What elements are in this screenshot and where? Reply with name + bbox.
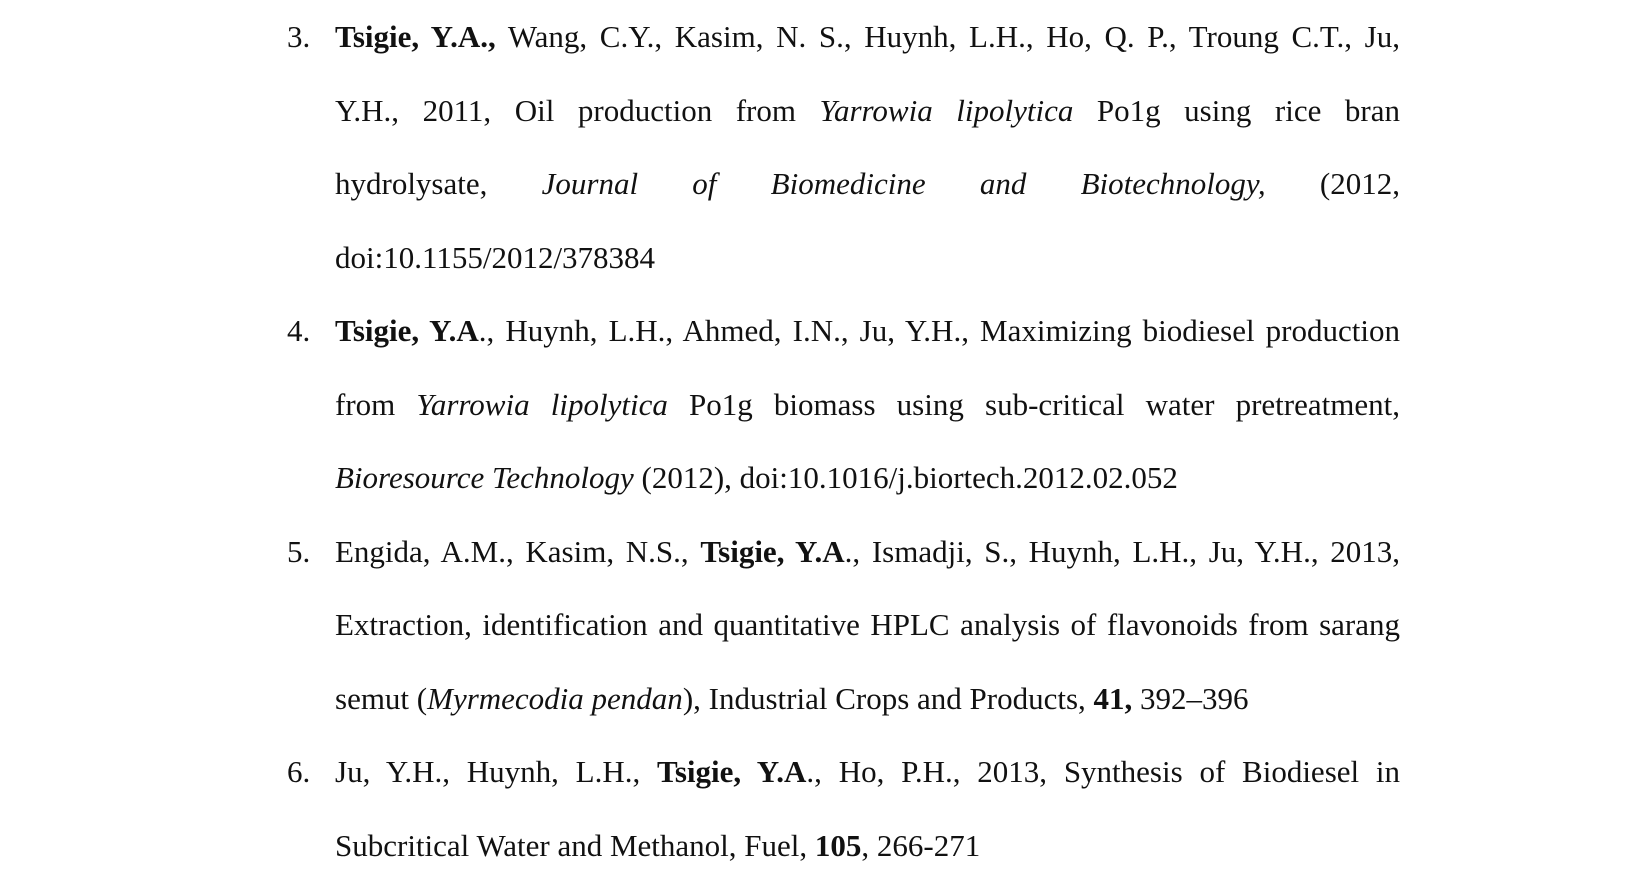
reference-number: 6.: [287, 754, 311, 789]
volume-number: 105: [814, 827, 862, 863]
reference-text: ., Huynh, L.H., Ahmed, I.N., Ju, Y.H., Maximizing biodiesel production from: [335, 313, 1400, 422]
species-name: Yarrowia lipolytica: [416, 386, 668, 422]
reference-text: Ju, Y.H., Huynh, L.H.,: [335, 754, 657, 789]
reference-item-6: [287, 735, 1400, 882]
reference-number: 5.: [287, 533, 311, 569]
reference-text: Wang, C.Y., Kasim, N. S., Huynh, L.H., Ho, Q. P., Troung C.T., Ju, Y.H., 2011, Oil production from: [335, 19, 1400, 128]
reference-text: (2012), doi:10.1016/j.biortech.2012.02.052: [633, 460, 1178, 495]
reference-text: ., Ismadji, S., Huynh, L.H., Ju, Y.H., 2013, Extraction, identification and quantitative HPLC analysis of flavonoids from sarang semut (: [335, 533, 1400, 716]
reference-item-5: [287, 515, 1400, 736]
species-name: Myrmecodia pendan: [427, 680, 683, 716]
highlighted-author: Tsigie, Y.A: [335, 313, 479, 348]
reference-item-3: [287, 0, 1400, 294]
reference-number: 3.: [287, 19, 311, 54]
reference-text: 392–396: [1132, 680, 1249, 716]
reference-number: 4.: [287, 313, 311, 348]
reference-item-4: [287, 294, 1400, 515]
reference-text: ), Industrial Crops and Products,: [682, 680, 1094, 716]
reference-text: Engida, A.M., Kasim, N.S.,: [335, 533, 701, 569]
journal-name: Bioresource Technology: [335, 460, 634, 495]
reference-text: (2012, doi:10.1155/2012/378384: [335, 166, 1400, 275]
volume-number: 41,: [1093, 680, 1133, 716]
reference-text: Po1g biomass using sub-critical water pretreatment,: [667, 386, 1400, 422]
highlighted-author: Tsigie, Y.A: [700, 533, 845, 569]
highlighted-author: Tsigie, Y.A.,: [335, 19, 496, 54]
journal-name: Journal of Biomedicine and Biotechnology,: [541, 166, 1266, 201]
reference-text: Po1g using rice bran hydrolysate,: [335, 92, 1400, 201]
reference-text: , 266-271: [861, 827, 981, 863]
reference-list: [287, 0, 1400, 882]
reference-text: ., Ho, P.H., 2013, Synthesis of Biodiesel in Subcritical Water and Methanol, Fuel,: [335, 754, 1401, 863]
highlighted-author: Tsigie, Y.A: [656, 754, 807, 789]
species-name: Yarrowia lipolytica: [819, 92, 1074, 128]
